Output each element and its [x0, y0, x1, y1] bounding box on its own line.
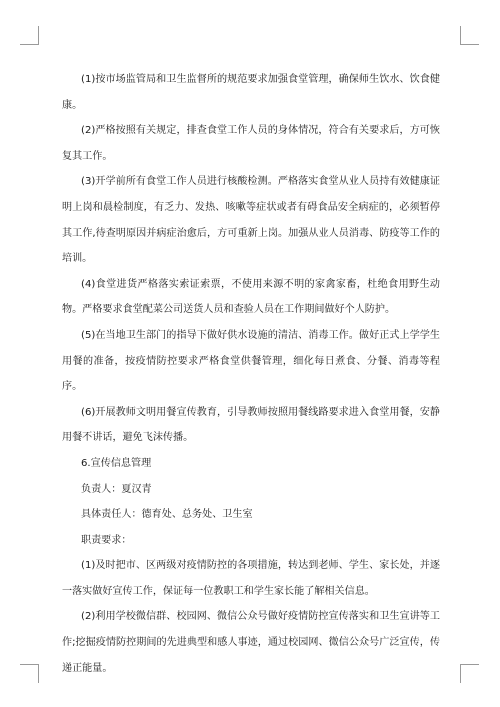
- paragraph-relay-measures: (1)及时把市、区两级对疫情防控的各项措施，转达到老师、学生、家长处，并逐一落实做好宣传工作，保证每一位教职工和学生家长能了解相关信息。: [62, 560, 440, 597]
- responsible-person: 负责人：夏汉青: [81, 483, 152, 495]
- crop-mark-bottom-left: [20, 664, 39, 665]
- paragraph-nucleic-acid-testing: (3)开学前所有食堂工作人员进行核酸检测。严格落实食堂从业人员持有效健康证明上岗和晨检制度，有乏力、发热、咳嗽等症状或者有碍食品安全病症的，必须暂停其工作,待查明原因并病症治愈后，方可重新上岗。加强从业人员消毒、防疫等工作的培训。: [62, 176, 440, 265]
- paragraph-canteen-standards: (1)按市场监管局和卫生监督所的规范要求加强食堂管理，确保师生饮水、饮食健康。: [62, 74, 440, 111]
- crop-mark-top-left: [38, 26, 39, 45]
- paragraph-water-disinfection: (5)在当地卫生部门的指导下做好供水设施的清洁、消毒工作。做好正式上学学生用餐的准备，按疫情防控要求严格食堂供餐管理，细化每日煮食、分餐、消毒等程序。: [62, 329, 440, 393]
- crop-mark-top-left: [20, 44, 39, 45]
- responsible-departments: 具体责任人：德育处、总务处、卫生室: [81, 509, 253, 521]
- document-body: [62, 67, 440, 681]
- paragraph-staff-health-check: (2)严格按照有关规定，排查食堂工作人员的身体情况，符合有关要求后，方可恢复其工作。: [62, 125, 440, 162]
- crop-mark-bottom-left: [38, 664, 39, 683]
- crop-mark-top-right: [460, 44, 479, 45]
- paragraph-purchasing-control: (4)食堂进货严格落实索证索票，不使用来源不明的家禽家畜，杜绝食用野生动物。严格要求食堂配菜公司送货人员和查验人员在工作期间做好个人防护。: [62, 278, 440, 316]
- crop-mark-bottom-right: [460, 664, 479, 665]
- section-heading-publicity: 6.宣传信息管理: [81, 457, 152, 469]
- crop-mark-bottom-right: [460, 664, 461, 683]
- duty-requirements-label: 职责要求：: [81, 534, 132, 546]
- paragraph-dining-etiquette: (6)开展教师文明用餐宣传教育，引导教师按照用餐线路要求进入食堂用餐，安静用餐不讲话，避免飞沫传播。: [62, 406, 440, 444]
- paragraph-publicity-channels: (2)利用学校微信群、校园网、微信公众号做好疫情防控宣传落实和卫生宣讲等工作;挖掘疫情防控期间的先进典型和感人事迹，通过校园网、微信公众号广泛宣传，传递正能量。: [62, 611, 440, 674]
- crop-mark-top-right: [460, 26, 461, 45]
